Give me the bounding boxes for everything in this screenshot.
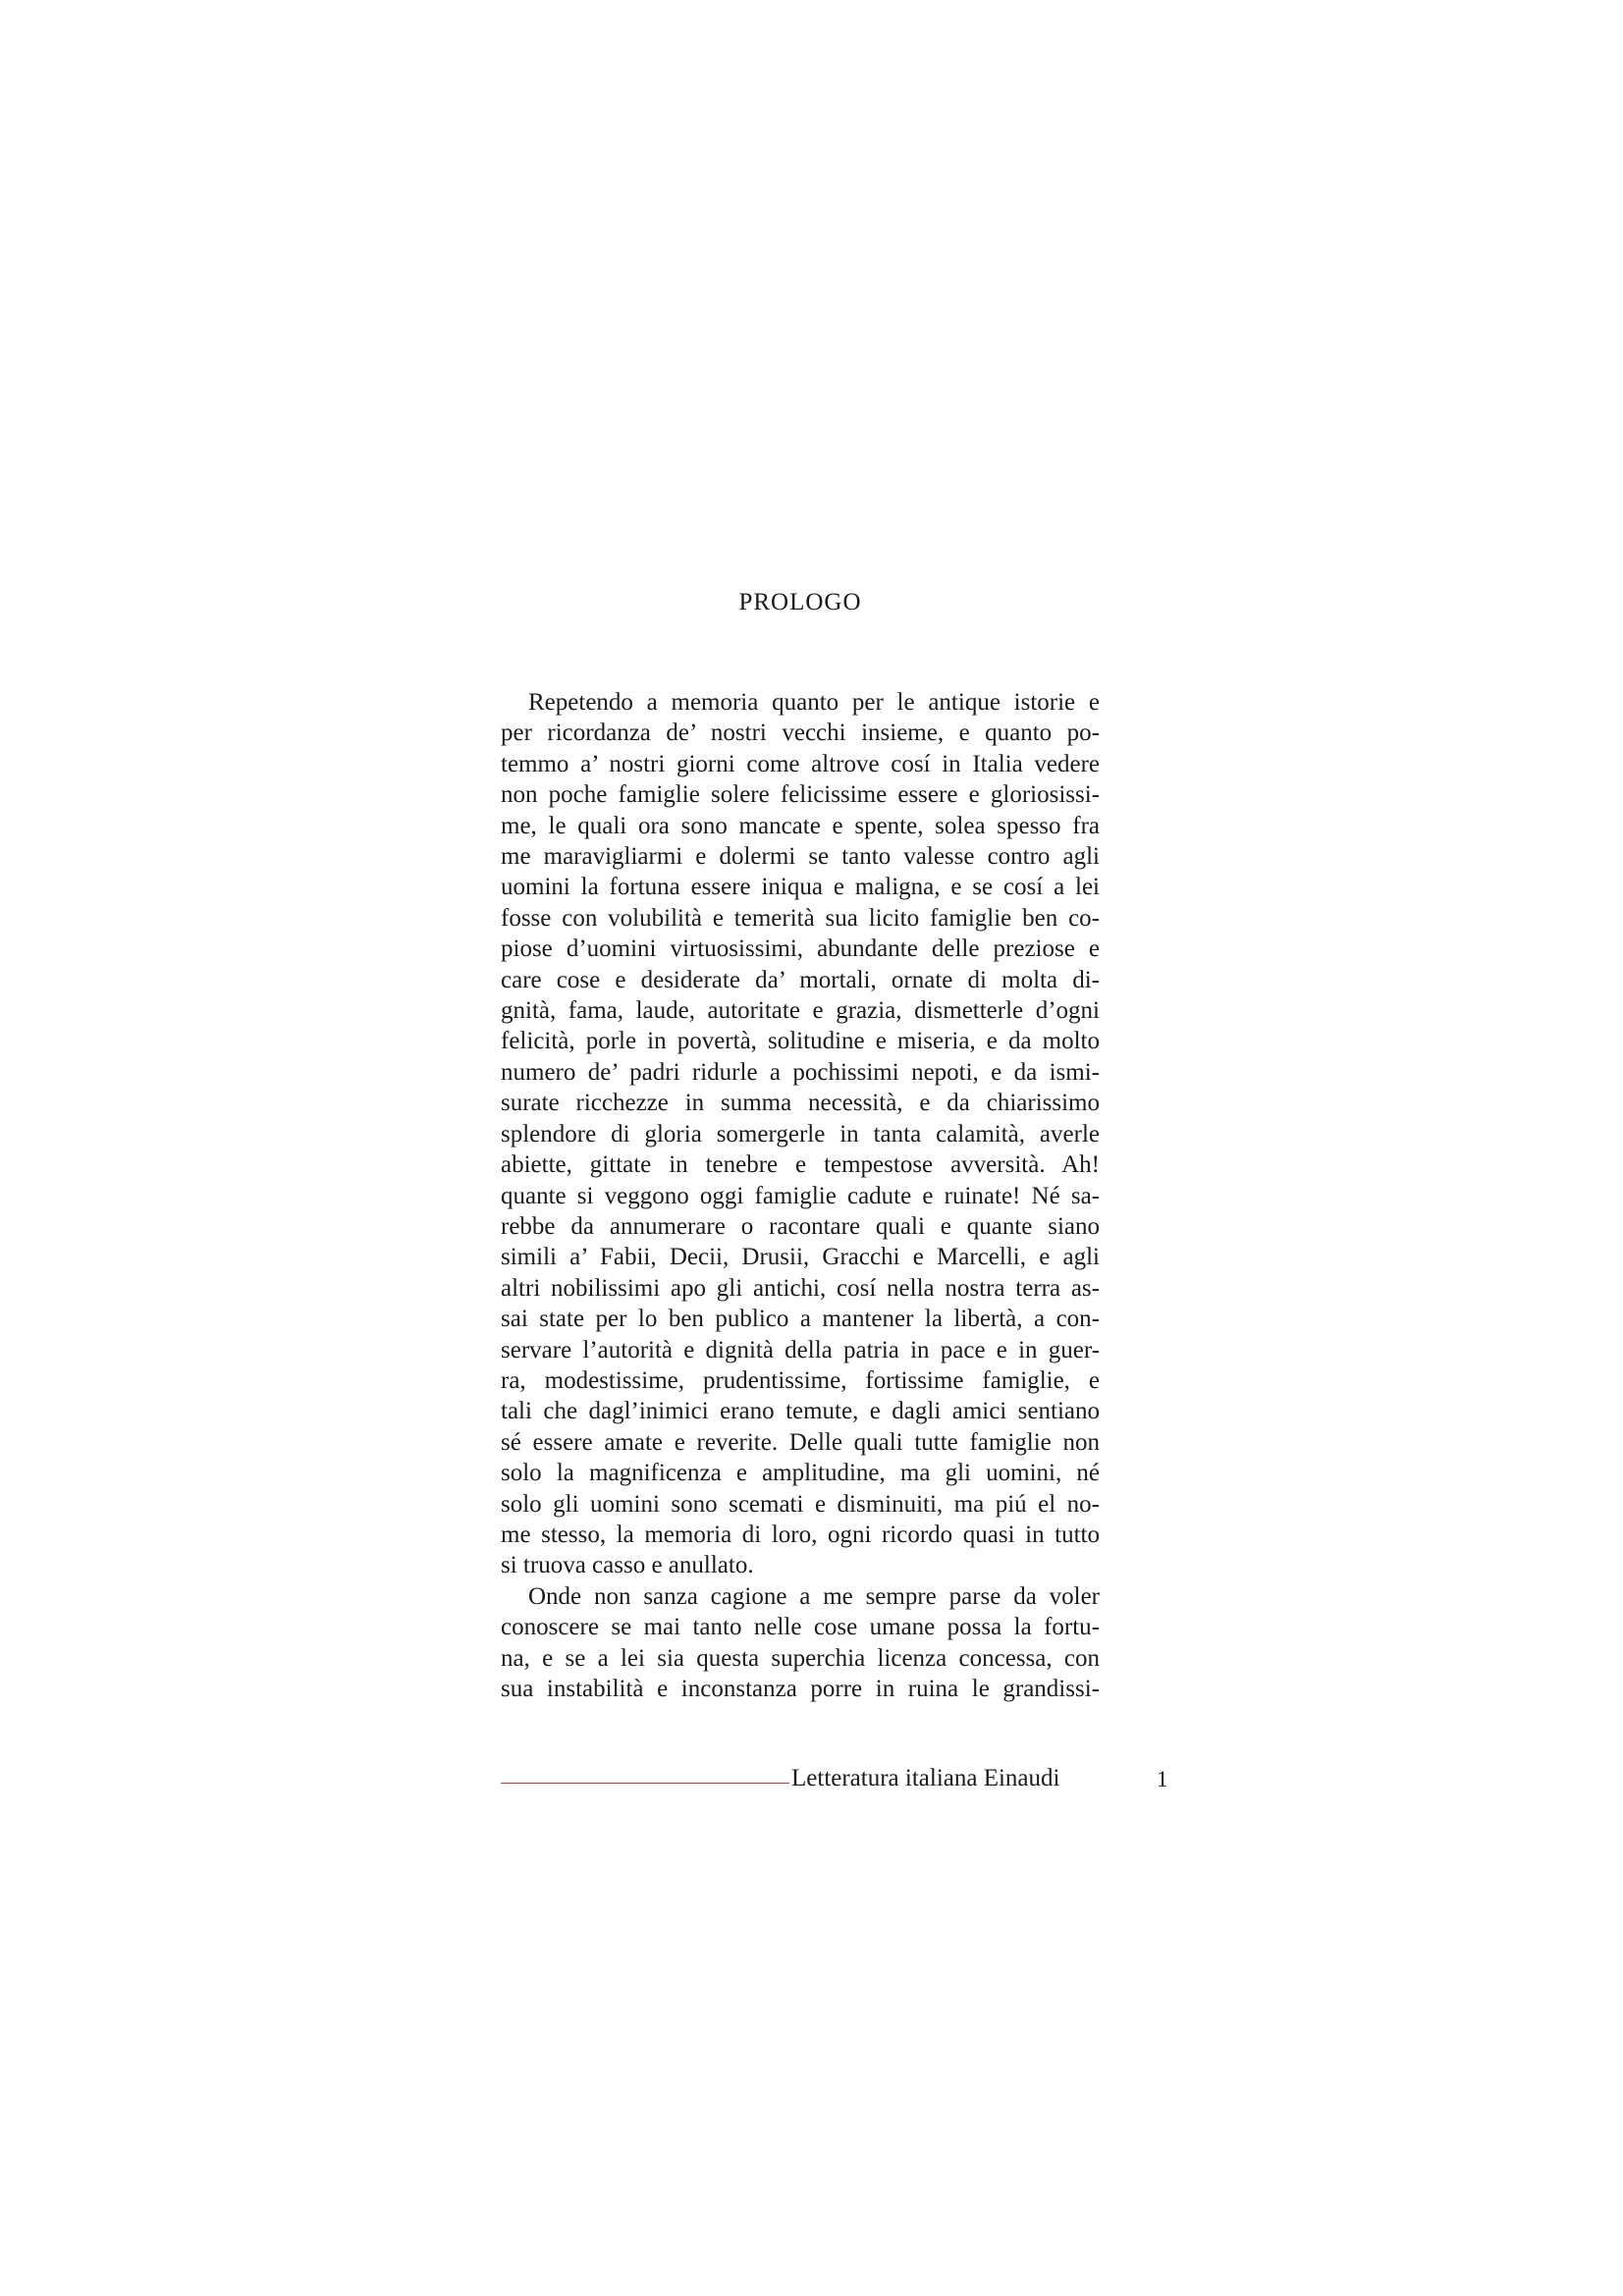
- text-line: Repetendo a memoria quanto per le antique istorie e: [528, 689, 1100, 716]
- text-line: splendore di gloria somergerle in tanta calamità, averle: [501, 1120, 1100, 1148]
- text-line: care cose e desiderate da’ mortali, ornate di molta di-: [501, 966, 1100, 993]
- text-line: solo gli uomini sono scemati e disminuiti, ma piú el no-: [501, 1490, 1100, 1518]
- text-line: servare l’autorità e dignità della patria in pace e in guer-: [501, 1336, 1100, 1363]
- text-line: rebbe da annumerare o racontare quali e quante siano: [501, 1212, 1100, 1240]
- text-line: me, le quali ora sono mancate e spente, solea spesso fra: [501, 812, 1100, 839]
- text-line: solo la magnificenza e amplitudine, ma gli uomini, né: [501, 1460, 1100, 1487]
- text-line: me stesso, la memoria di loro, ogni ricordo quasi in tutto: [501, 1521, 1100, 1548]
- page-number: 1: [1157, 1767, 1168, 1791]
- text-line: abiette, gittate in tenebre e tempestose avversità. Ah!: [501, 1151, 1100, 1179]
- text-line: na, e se a lei sia questa superchia licenza concessa, con: [501, 1644, 1100, 1672]
- text-line: simili a’ Fabii, Decii, Drusii, Gracchi e Marcelli, e agli: [501, 1244, 1100, 1271]
- text-line: ra, modestissime, prudentissime, fortissime famiglie, e: [501, 1366, 1100, 1394]
- text-line: temmo a’ nostri giorni come altrove cosí in Italia vedere: [501, 750, 1100, 777]
- text-line: conoscere se mai tanto nelle cose umane possa la fortu-: [501, 1614, 1100, 1641]
- chapter-title: PROLOGO: [738, 589, 862, 615]
- text-line: gnità, fama, laude, autoritate e grazia, dismetterle d’ogni: [501, 997, 1100, 1025]
- body-text: [501, 687, 1100, 1704]
- text-line: me maravigliarmi e dolermi se tanto valesse contro agli: [501, 843, 1100, 871]
- text-line: piose d’uomini virtuosissimi, abundante delle preziose e: [501, 935, 1100, 963]
- text-line: non poche famiglie solere felicissime essere e gloriosissi-: [501, 781, 1100, 809]
- text-line: altri nobilissimi apo gli antichi, cosí nella nostra terra as-: [501, 1274, 1100, 1302]
- text-line: quante si veggono oggi famiglie cadute e ruinate! Né sa-: [501, 1182, 1100, 1209]
- text-line: si truova casso e anullato.: [501, 1552, 754, 1579]
- footer-rule: [501, 1783, 789, 1784]
- text-line: per ricordanza de’ nostri vecchi insieme, e quanto po-: [501, 720, 1100, 747]
- text-line: fosse con volubilità e temerità sua licito famiglie ben co-: [501, 904, 1100, 932]
- text-line: Onde non sanza cagione a me sempre parse da voler: [528, 1582, 1100, 1610]
- text-line: sua instabilità e inconstanza porre in ruina le grandissi-: [501, 1676, 1100, 1702]
- text-line: surate ricchezze in summa necessità, e da chiarissimo: [501, 1090, 1100, 1117]
- text-line: sai state per lo ben publico a mantener la libertà, a con-: [501, 1306, 1100, 1333]
- text-line: uomini la fortuna essere iniqua e maligna, e se cosí a lei: [501, 874, 1100, 901]
- text-line: sé essere amate e reverite. Delle quali tutte famiglie non: [501, 1428, 1100, 1456]
- text-line: tali che dagl’inimici erano temute, e dagli amici sentiano: [501, 1398, 1100, 1425]
- footer-publication: Letteratura italiana Einaudi: [791, 1765, 1060, 1791]
- paragraphs: [501, 687, 1100, 1704]
- text-line: felicità, porle in povertà, solitudine e miseria, e da molto: [501, 1028, 1100, 1055]
- text-line: numero de’ padri ridurle a pochissimi nepoti, e da ismi-: [501, 1058, 1100, 1086]
